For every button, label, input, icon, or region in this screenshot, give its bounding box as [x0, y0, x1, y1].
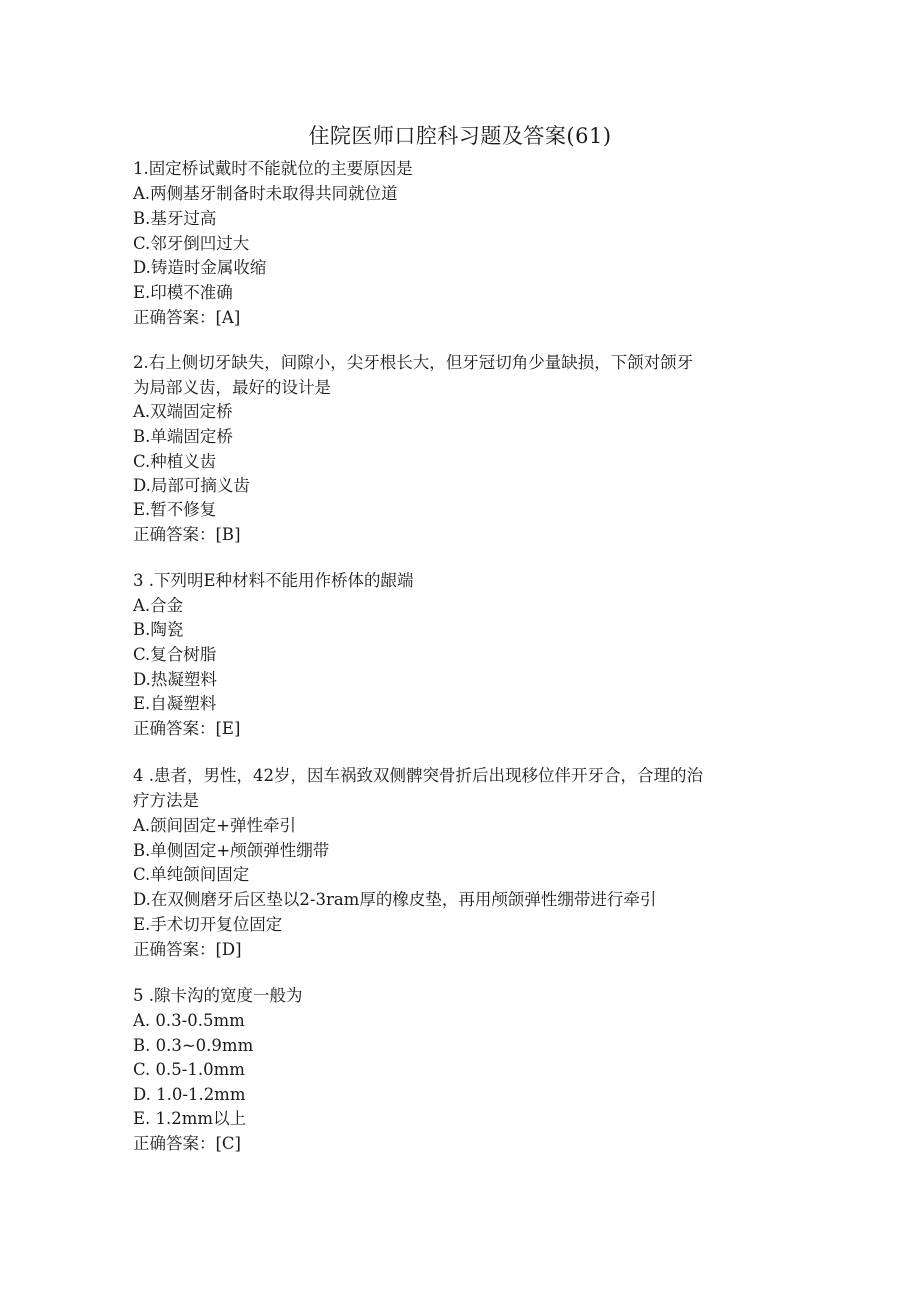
question-5-option-b: B. 0.3~0.9mm — [133, 1036, 254, 1055]
question-1-answer: 正确答案：[A] — [133, 308, 241, 327]
question-1-option-d: D.铸造时金属收缩 — [133, 258, 267, 277]
question-4-option-c: C.单纯颌间固定 — [133, 865, 250, 884]
question-2-option-d: D.局部可摘义齿 — [133, 476, 250, 495]
question-2-option-b: B.单端固定桥 — [133, 427, 233, 446]
question-4-option-e: E.手术切开复位固定 — [133, 915, 283, 934]
question-3-option-d: D.热凝塑料 — [133, 670, 217, 689]
question-5-stem: 5 .隙卡沟的宽度一般为 — [133, 986, 303, 1005]
question-3-option-e: E.自凝塑料 — [133, 694, 217, 713]
question-4-option-b: B.单侧固定+颅颌弹性绷带 — [133, 841, 330, 860]
question-3-stem: 3 .下列明E种材料不能用作桥体的龈端 — [133, 571, 414, 590]
question-1-option-b: B.基牙过高 — [133, 209, 217, 228]
question-1-option-e: E.印模不准确 — [133, 283, 233, 302]
question-5-option-c: C. 0.5-1.0mm — [133, 1060, 245, 1079]
question-1-option-a: A.两侧基牙制备时未取得共同就位道 — [133, 184, 398, 203]
question-5-answer: 正确答案：[C] — [133, 1134, 241, 1153]
question-3-option-a: A.合金 — [133, 596, 184, 615]
question-5-option-a: A. 0.3-0.5mm — [133, 1011, 245, 1030]
question-2-answer: 正确答案：[B] — [133, 525, 241, 544]
question-5-option-d: D. 1.0-1.2mm — [133, 1085, 246, 1104]
question-4-option-d: D.在双侧磨牙后区垫以2-3ram厚的橡皮垫，再用颅颌弹性绷带进行牵引 — [133, 890, 657, 909]
question-3-option-b: B.陶瓷 — [133, 620, 184, 639]
question-2-option-e: E.暂不修复 — [133, 500, 217, 519]
question-2-stem-line-2: 为局部义齿，最好的设计是 — [133, 378, 331, 397]
question-1-option-c: C.邻牙倒凹过大 — [133, 234, 250, 253]
question-4-stem-line-2: 疗方法是 — [133, 791, 199, 810]
question-3-answer: 正确答案：[E] — [133, 719, 241, 738]
question-1-stem: 1.固定桥试戴时不能就位的主要原因是 — [133, 159, 413, 178]
question-2-option-c: C.种植义齿 — [133, 452, 217, 471]
question-2-option-a: A.双端固定桥 — [133, 402, 233, 421]
question-5-option-e: E. 1.2mm以上 — [133, 1109, 247, 1128]
question-4-stem-line-1: 4 .患者，男性，42岁，因车祸致双侧髀突骨折后出现移位伴开牙合，合理的治 — [133, 766, 703, 785]
question-4-answer: 正确答案：[D] — [133, 940, 242, 959]
document-title: 住院医师口腔科习题及答案(61) — [308, 124, 612, 148]
question-3-option-c: C.复合树脂 — [133, 645, 217, 664]
question-2-stem-line-1: 2.右上侧切牙缺失，间隙小，尖牙根长大，但牙冠切角少量缺损，下颌对颌牙 — [133, 353, 694, 372]
question-4-option-a: A.颌间固定+弹性牵引 — [133, 816, 296, 835]
